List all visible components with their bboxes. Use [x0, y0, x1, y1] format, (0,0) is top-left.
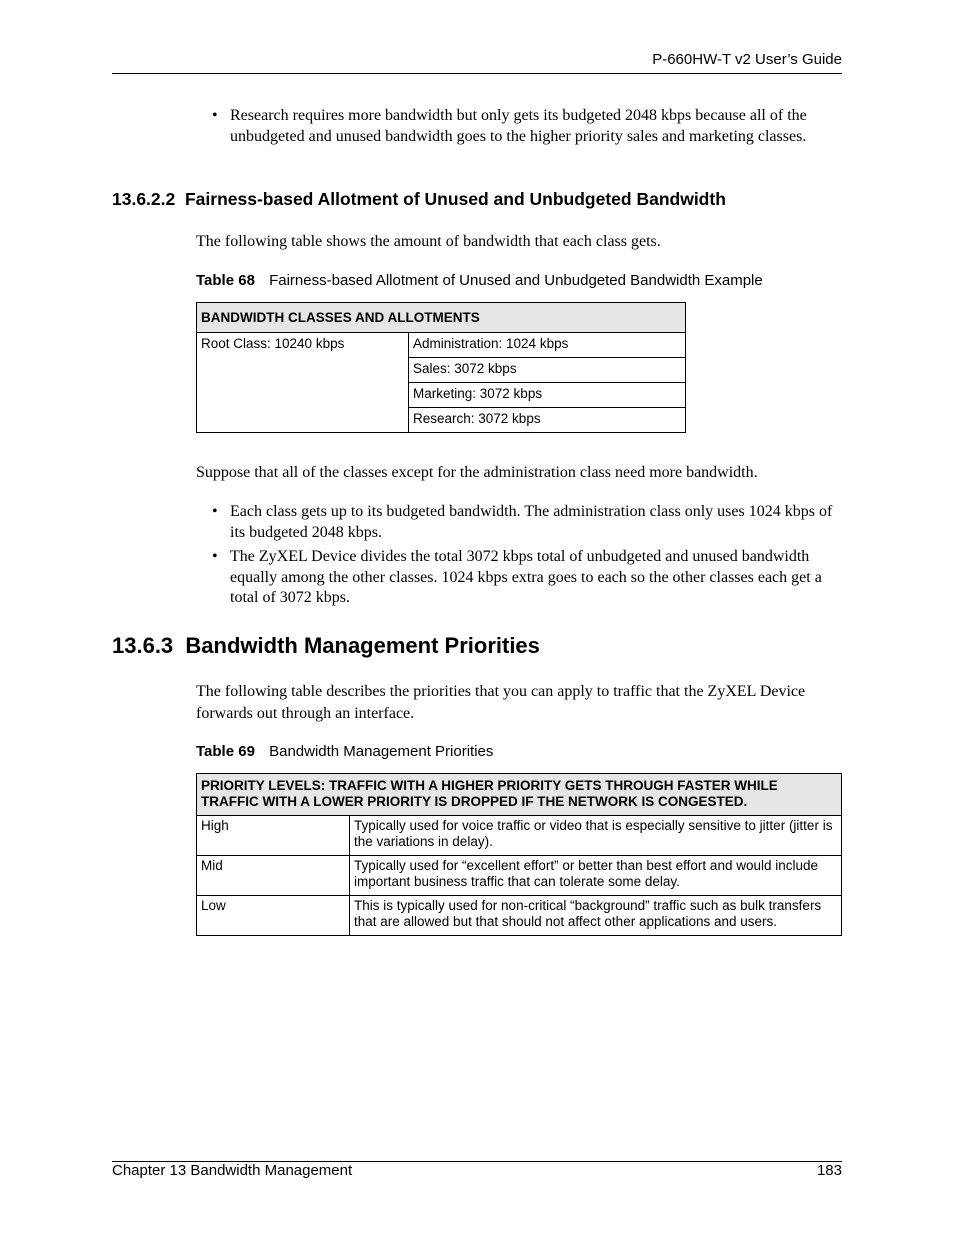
table-cell: Sales: 3072 kbps	[409, 358, 686, 383]
priority-description-cell: Typically used for “excellent effort” or better than best effort and would include important business traffic that can tolerate some delay.	[350, 856, 842, 896]
section-heading-13-6-3	[112, 633, 540, 659]
table-69-caption	[196, 743, 493, 760]
priority-level-cell: High	[197, 816, 350, 856]
section-number: 13.6.2.2	[112, 189, 176, 209]
section-number: 13.6.3	[112, 633, 174, 658]
table-caption-text: Bandwidth Management Priorities	[269, 743, 494, 760]
intro-bullet-list	[212, 106, 842, 151]
table-cell: Research: 3072 kbps	[409, 408, 686, 433]
header-rule	[112, 73, 842, 74]
section-intro: The following table shows the amount of bandwidth that each class gets.	[196, 233, 661, 250]
header-title: P-660HW-T v2 User’s Guide	[652, 51, 842, 68]
table-row	[197, 333, 686, 358]
footer-chapter: Chapter 13 Bandwidth Management	[112, 1162, 353, 1179]
list-item: • The ZyXEL Device divides the total 3072 kbps total of unbudgeted and unused bandwidth equally among the other classes. 1024 kbps extra goes to each so the other classes each get a total of 3072 kbps.	[212, 547, 842, 609]
table-cell: Administration: 1024 kbps	[409, 333, 686, 358]
priority-description-cell: Typically used for voice traffic or video that is especially sensitive to jitter (jitter is the variations in delay).	[350, 816, 842, 856]
table-label: Table 69	[196, 743, 255, 760]
priority-level-cell: Low	[197, 896, 350, 936]
root-class-cell: Root Class: 10240 kbps	[197, 333, 409, 433]
table-row	[197, 816, 842, 856]
table-label: Table 68	[196, 272, 255, 289]
table-caption-text: Fairness-based Allotment of Unused and Unbudgeted Bandwidth Example	[269, 272, 763, 289]
list-item: • Research requires more bandwidth but only gets its budgeted 2048 kbps because all of the unbudgeted and unused bandwidth goes to the higher priority sales and marketing classes.	[212, 106, 842, 147]
table-69	[196, 773, 842, 936]
section-body: Suppose that all of the classes except for the administration class need more bandwidth.	[196, 464, 758, 481]
table-header: BANDWIDTH CLASSES AND ALLOTMENTS	[197, 303, 686, 333]
table-68	[196, 302, 686, 433]
priority-description-cell: This is typically used for non-critical “background” traffic such as bulk transfers that are allowed but that should not affect other applications and users.	[350, 896, 842, 936]
table-row	[197, 856, 842, 896]
table-68-caption	[196, 272, 763, 289]
section-bullet-list	[212, 502, 842, 613]
priority-level-cell: Mid	[197, 856, 350, 896]
page-number: 183	[816, 1162, 842, 1179]
section-heading-13-6-2-2	[112, 189, 726, 210]
table-cell: Marketing: 3072 kbps	[409, 383, 686, 408]
section-intro: The following table describes the priorities that you can apply to traffic that the ZyXEL Device forwards out through an interface.	[196, 683, 806, 722]
table-row	[197, 896, 842, 936]
list-item: • Each class gets up to its budgeted bandwidth. The administration class only uses 1024 kbps of its budgeted 2048 kbps.	[212, 502, 842, 543]
section-title: Fairness-based Allotment of Unused and Unbudgeted Bandwidth	[184, 189, 726, 209]
section-title: Bandwidth Management Priorities	[185, 633, 540, 658]
table-header: PRIORITY LEVELS: TRAFFIC WITH A HIGHER PRIORITY GETS THROUGH FASTER WHILE TRAFFIC WITH A LOWER PRIORITY IS DROPPED IF THE NETWORK IS CONGESTED.	[197, 774, 842, 816]
